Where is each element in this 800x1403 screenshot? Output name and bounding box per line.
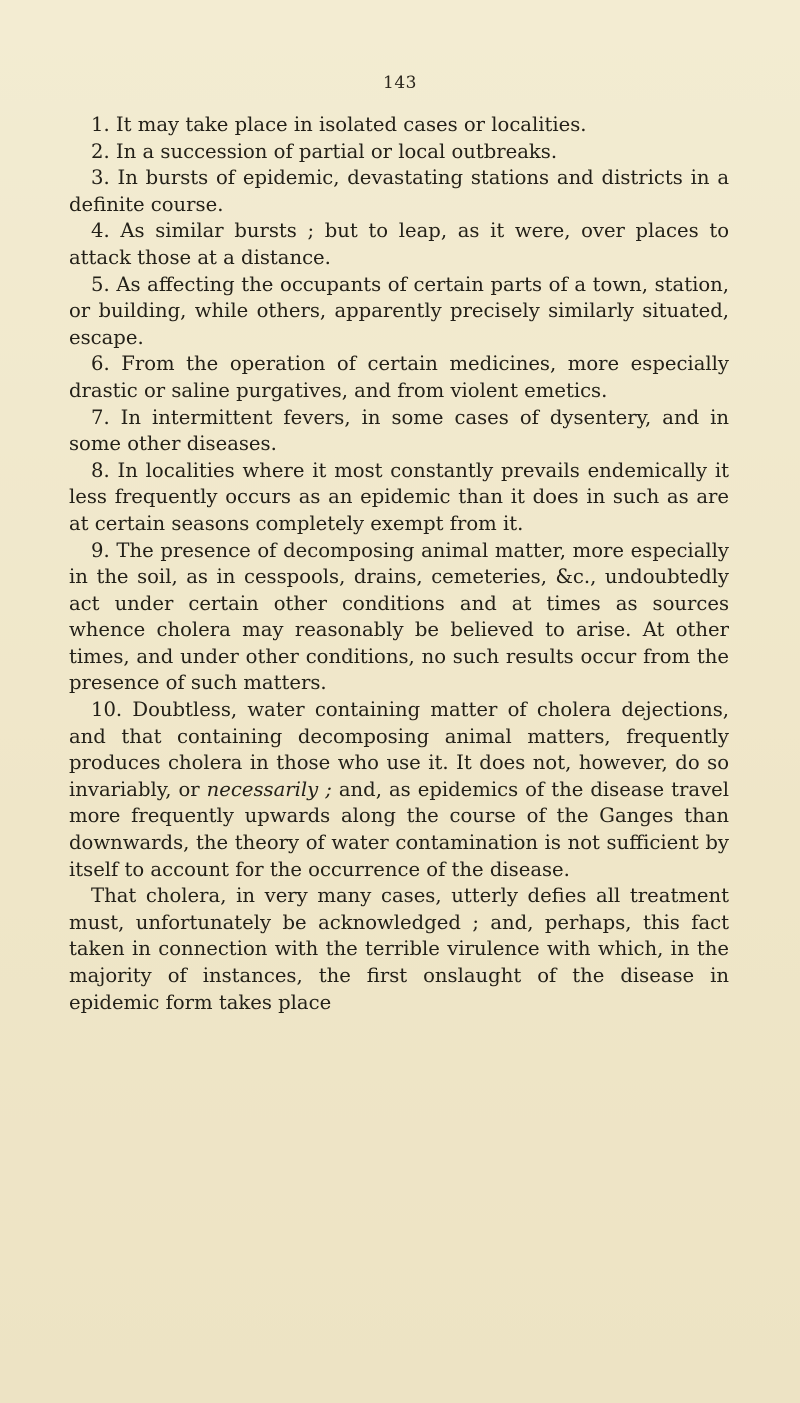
- list-item-10: [69, 697, 729, 883]
- list-item-9: 9. The presence of decomposing animal matter, more especially in the soil, as in cesspools, drains, cemeteries, &c., undoubtedly act under certain other conditions and at times as sources whence cholera may reasonably be believed to arise. At other times, and under other conditions, no such results occur from the presence of such matters.: [69, 538, 729, 695]
- closing-paragraph: That cholera, in very many cases, utterly defies all treatment must, unfortunately be acknowledged ; and, perhaps, this fact taken in connection with the terrible virulence with which, in the majority of instances, the first onslaught of the disease in epidemic form takes place: [69, 884, 729, 1014]
- list-item-7: 7. In intermittent fevers, in some cases of dysentery, and in some other diseases.: [69, 405, 729, 456]
- list-item-4: 4. As similar bursts ; but to leap, as it were, over places to attack those at a distance.: [69, 219, 729, 269]
- list-item-2: 2. In a succession of partial or local outbreaks.: [91, 139, 558, 163]
- emphasis-necessarily: necessarily ;: [206, 777, 332, 801]
- list-item-10-text-after: and, as epidemics of the disease travel more frequently upwards along the course of the Ganges than downwards, the theory of water contamination is not sufficient by itself to account for the occurrence of the disease.: [69, 777, 730, 881]
- list-item-10-text-before: 10. Doubtless, water containing matter of cholera dejections, and that containing decomposing animal matters, frequently produces cholera in those who use it. It does not, however, do so invariably, or: [69, 698, 729, 801]
- page-number: 143: [383, 73, 417, 93]
- list-item-8: 8. In localities where it most constantly prevails endemically it less frequently occurs as an epidemic than it does in such as are at certain seasons completely exempt from it.: [69, 458, 729, 535]
- list-item-1: 1. It may take place in isolated cases or localities.: [91, 113, 587, 136]
- list-item-3: 3. In bursts of epidemic, devastating stations and districts in a definite course.: [69, 166, 729, 216]
- list-item-6: 6. From the operation of certain medicines, more especially drastic or saline purgatives, and from violent emetics.: [69, 352, 729, 402]
- body-text: [69, 112, 729, 1016]
- list-item-5: 5. As affecting the occupants of certain parts of a town, station, or building, while others, apparently precisely similarly situated, escape.: [69, 272, 729, 349]
